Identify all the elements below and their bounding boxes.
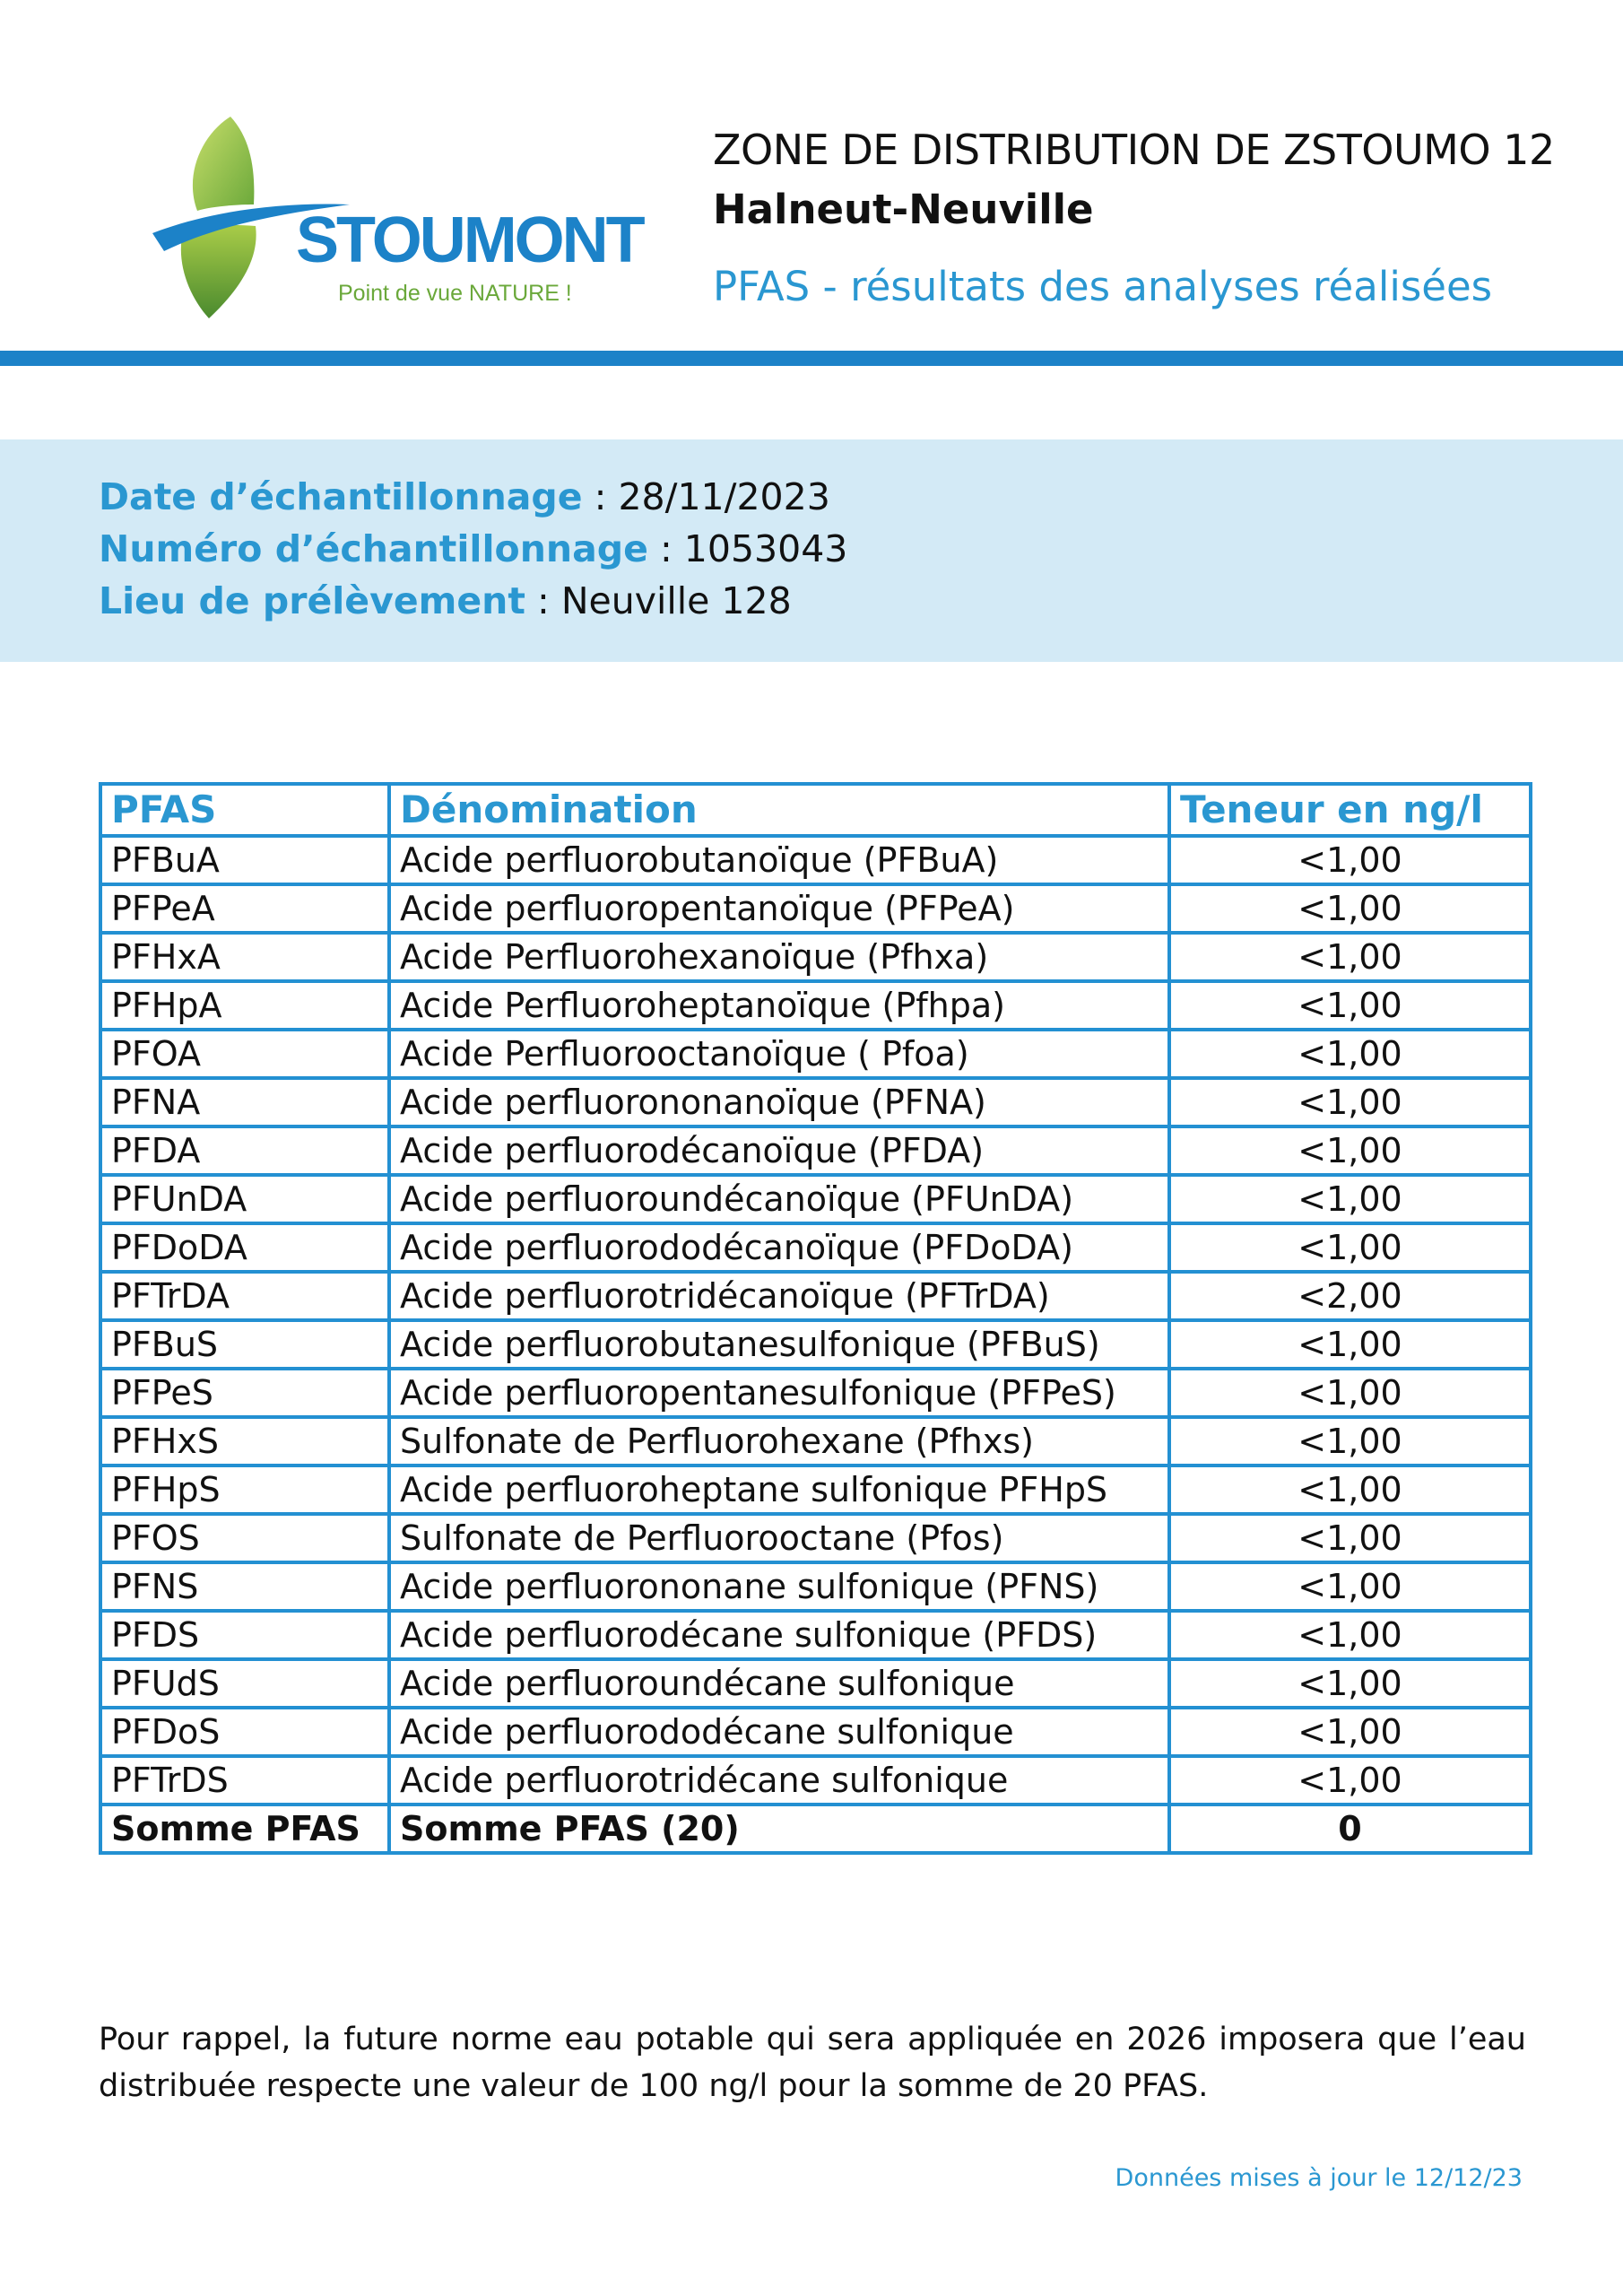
content-value-cell: 0 xyxy=(1169,1805,1531,1853)
pfas-code-cell: PFBuS xyxy=(100,1320,389,1369)
denomination-cell: Acide perfluorotridécanoïque (PFTrDA) xyxy=(389,1272,1169,1320)
table-header-row xyxy=(100,784,1531,836)
denomination-cell: Acide Perfluoroheptanoïque (Pfhpa) xyxy=(389,981,1169,1030)
sample-info-panel xyxy=(0,439,1623,662)
pfas-code-cell: PFHxA xyxy=(100,933,389,981)
content-value-cell: <2,00 xyxy=(1169,1272,1531,1320)
pfas-code-cell: PFDS xyxy=(100,1611,389,1659)
denomination-cell: Acide perfluorotridécane sulfonique xyxy=(389,1756,1169,1805)
sampling-number-label: Numéro d’échantillonnage xyxy=(99,527,648,570)
pfas-code-cell: PFOA xyxy=(100,1030,389,1078)
content-value-cell: <1,00 xyxy=(1169,933,1531,981)
document-subtitle: PFAS - résultats des analyses réalisées xyxy=(713,263,1493,310)
content-value-cell: <1,00 xyxy=(1169,836,1531,884)
table-row xyxy=(100,1078,1531,1126)
denomination-cell: Acide perfluoropentanoïque (PFPeA) xyxy=(389,884,1169,933)
content-value-cell: <1,00 xyxy=(1169,1369,1531,1417)
table-row xyxy=(100,1465,1531,1514)
table-row xyxy=(100,1126,1531,1175)
denomination-cell: Acide perfluorodécane sulfonique (PFDS) xyxy=(389,1611,1169,1659)
column-header-denomination: Dénomination xyxy=(389,784,1169,836)
sampling-date-line xyxy=(99,475,830,518)
content-value-cell: <1,00 xyxy=(1169,1417,1531,1465)
content-value-cell: <1,00 xyxy=(1169,1175,1531,1223)
content-value-cell: <1,00 xyxy=(1169,1223,1531,1272)
content-value-cell: <1,00 xyxy=(1169,1514,1531,1562)
sampling-location-label: Lieu de prélèvement xyxy=(99,579,525,622)
table-row xyxy=(100,1514,1531,1562)
table-row xyxy=(100,1175,1531,1223)
pfas-code-cell: PFHpA xyxy=(100,981,389,1030)
pfas-code-cell: PFHpS xyxy=(100,1465,389,1514)
table-row xyxy=(100,1708,1531,1756)
content-value-cell: <1,00 xyxy=(1169,884,1531,933)
pfas-code-cell: PFPeA xyxy=(100,884,389,933)
pfas-code-cell: PFHxS xyxy=(100,1417,389,1465)
content-value-cell: <1,00 xyxy=(1169,1320,1531,1369)
pfas-results-table xyxy=(99,782,1532,1855)
denomination-cell: Acide perfluoroheptane sulfonique PFHpS xyxy=(389,1465,1169,1514)
pfas-code-cell: PFNS xyxy=(100,1562,389,1611)
denomination-cell: Acide perfluoropentanesulfonique (PFPeS) xyxy=(389,1369,1169,1417)
denomination-cell: Acide perfluorodécanoïque (PFDA) xyxy=(389,1126,1169,1175)
logo-brand-text: STOUMONT xyxy=(296,204,643,276)
content-value-cell: <1,00 xyxy=(1169,1562,1531,1611)
denomination-cell: Sulfonate de Perfluorooctane (Pfos) xyxy=(389,1514,1169,1562)
pfas-code-cell: PFNA xyxy=(100,1078,389,1126)
pfas-code-cell: PFTrDS xyxy=(100,1756,389,1805)
sampling-date-label: Date d’échantillonnage xyxy=(99,475,583,518)
content-value-cell: <1,00 xyxy=(1169,1659,1531,1708)
table-row xyxy=(100,1369,1531,1417)
pfas-code-cell: PFOS xyxy=(100,1514,389,1562)
table-row xyxy=(100,1611,1531,1659)
denomination-cell: Acide perfluorononanoïque (PFNA) xyxy=(389,1078,1169,1126)
pfas-code-cell: PFBuA xyxy=(100,836,389,884)
denomination-cell: Acide perfluorododécane sulfonique xyxy=(389,1708,1169,1756)
content-value-cell: <1,00 xyxy=(1169,1756,1531,1805)
denomination-cell: Acide perfluorobutanoïque (PFBuA) xyxy=(389,836,1169,884)
upper-leaf-shape xyxy=(193,117,254,211)
pfas-code-cell: PFUnDA xyxy=(100,1175,389,1223)
regulation-note: Pour rappel, la future norme eau potable qui sera appliquée en 2026 imposera que l’eau distribuée respecte une valeur de 100 ng/l pour la somme de 20 PFAS. xyxy=(99,2022,1526,2104)
content-value-cell: <1,00 xyxy=(1169,1126,1531,1175)
table-row xyxy=(100,1223,1531,1272)
table-row xyxy=(100,1659,1531,1708)
place-title: Halneut-Neuville xyxy=(713,186,1094,233)
pfas-code-cell: PFTrDA xyxy=(100,1272,389,1320)
sampling-number-line xyxy=(99,527,847,570)
denomination-cell: Acide perfluoroundécanoïque (PFUnDA) xyxy=(389,1175,1169,1223)
table-row xyxy=(100,884,1531,933)
content-value-cell: <1,00 xyxy=(1169,1078,1531,1126)
table-row xyxy=(100,1417,1531,1465)
pfas-code-cell: PFUdS xyxy=(100,1659,389,1708)
table-row xyxy=(100,981,1531,1030)
table-row xyxy=(100,1030,1531,1078)
column-header-pfas: PFAS xyxy=(100,784,389,836)
table-row xyxy=(100,1562,1531,1611)
table-row xyxy=(100,933,1531,981)
update-date-footer: Données mises à jour le 12/12/23 xyxy=(1115,2164,1523,2192)
denomination-cell: Sulfonate de Perfluorohexane (Pfhxs) xyxy=(389,1417,1169,1465)
pfas-code-cell: PFPeS xyxy=(100,1369,389,1417)
denomination-cell: Acide perfluorononane sulfonique (PFNS) xyxy=(389,1562,1169,1611)
denomination-cell: Acide perfluoroundécane sulfonique xyxy=(389,1659,1169,1708)
sampling-number-value: : 1053043 xyxy=(647,527,848,570)
denomination-cell: Acide Perfluorohexanoïque (Pfhxa) xyxy=(389,933,1169,981)
sampling-date-value: : 28/11/2023 xyxy=(582,475,830,518)
pfas-code-cell: PFDA xyxy=(100,1126,389,1175)
sampling-location-line xyxy=(99,579,792,622)
header-divider xyxy=(0,351,1623,366)
stoumont-logo xyxy=(148,108,659,332)
table-row xyxy=(100,836,1531,884)
content-value-cell: <1,00 xyxy=(1169,1708,1531,1756)
zone-title: ZONE DE DISTRIBUTION DE ZSTOUMO 12 xyxy=(713,126,1555,174)
content-value-cell: <1,00 xyxy=(1169,1465,1531,1514)
denomination-cell: Acide perfluorobutanesulfonique (PFBuS) xyxy=(389,1320,1169,1369)
content-value-cell: <1,00 xyxy=(1169,1611,1531,1659)
table-row xyxy=(100,1756,1531,1805)
sampling-location-value: : Neuville 128 xyxy=(525,579,792,622)
denomination-cell: Somme PFAS (20) xyxy=(389,1805,1169,1853)
pfas-code-cell: PFDoDA xyxy=(100,1223,389,1272)
denomination-cell: Acide Perfluorooctanoïque ( Pfoa) xyxy=(389,1030,1169,1078)
table-row xyxy=(100,1320,1531,1369)
content-value-cell: <1,00 xyxy=(1169,1030,1531,1078)
pfas-code-cell: Somme PFAS xyxy=(100,1805,389,1853)
total-row xyxy=(100,1805,1531,1853)
column-header-content: Teneur en ng/l xyxy=(1169,784,1531,836)
content-value-cell: <1,00 xyxy=(1169,981,1531,1030)
table-row xyxy=(100,1272,1531,1320)
pfas-code-cell: PFDoS xyxy=(100,1708,389,1756)
denomination-cell: Acide perfluorododécanoïque (PFDoDA) xyxy=(389,1223,1169,1272)
logo-tagline-text: Point de vue NATURE ! xyxy=(338,281,572,306)
